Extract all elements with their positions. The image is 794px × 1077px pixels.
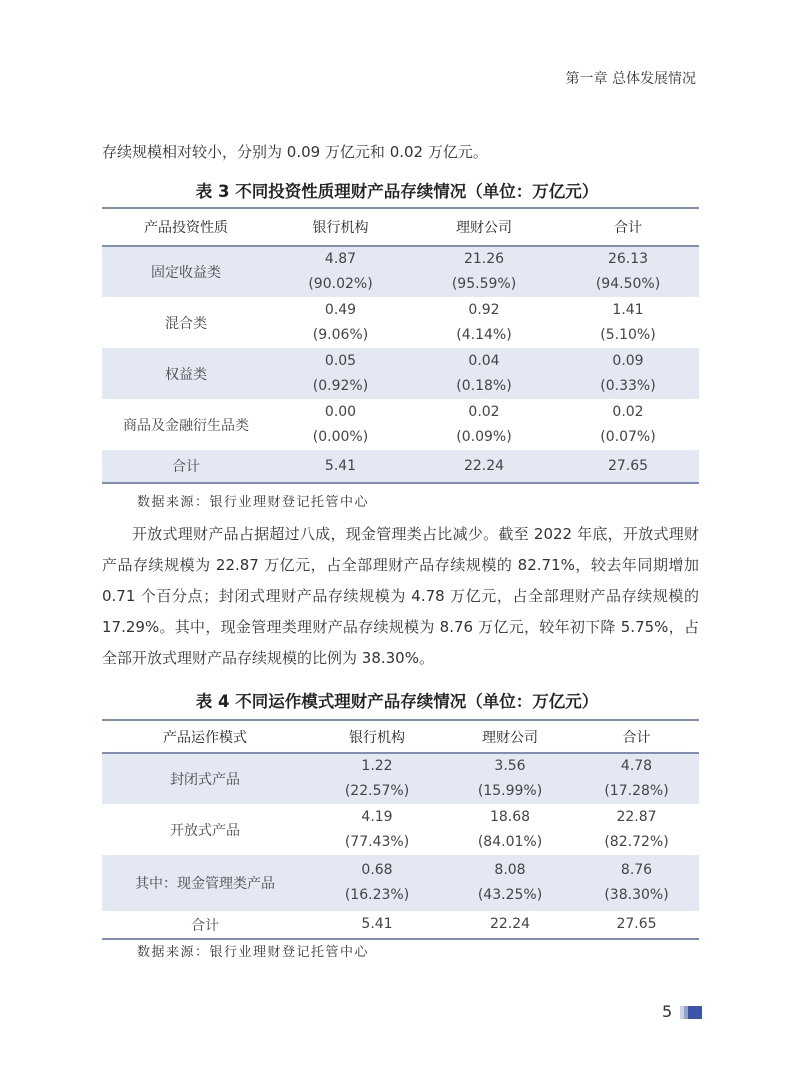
table4-header-cell: 产品运作模式 bbox=[102, 720, 308, 753]
cell-share: (22.57%) bbox=[344, 783, 410, 799]
data-cell bbox=[446, 855, 574, 911]
cell-share: (15.99%) bbox=[477, 783, 543, 799]
cell-value: 4.19 bbox=[361, 808, 393, 825]
cell-value: 5.41 bbox=[361, 916, 393, 932]
cell-share: (95.59%) bbox=[451, 276, 517, 292]
row-label: 其中：现金管理类产品 bbox=[102, 855, 308, 911]
cell-value: 21.26 bbox=[463, 251, 505, 267]
data-cell bbox=[557, 450, 699, 483]
data-cell bbox=[411, 297, 557, 348]
row-label: 开放式产品 bbox=[170, 822, 240, 839]
table-row bbox=[102, 804, 699, 855]
lead-text: 存续规模相对较小，分别为 0.09 万亿元和 0.02 万亿元。 bbox=[102, 143, 488, 161]
data-cell bbox=[308, 753, 446, 804]
table-row bbox=[102, 753, 699, 804]
cell-share: (0.92%) bbox=[312, 377, 369, 394]
data-cell bbox=[308, 911, 446, 939]
cell-value: 3.56 bbox=[494, 758, 526, 774]
cell-share: (17.28%) bbox=[604, 783, 669, 799]
cell-value: 4.78 bbox=[620, 758, 653, 774]
data-cell bbox=[557, 246, 699, 297]
cell-value: 4.87 bbox=[324, 251, 357, 267]
cell-value: 8.76 bbox=[620, 862, 653, 878]
data-cell bbox=[574, 804, 699, 855]
table3-header-cell: 理财公司 bbox=[411, 208, 557, 246]
data-cell bbox=[411, 399, 557, 450]
cell-share: (43.25%) bbox=[477, 887, 543, 903]
cell-value: 1.41 bbox=[612, 301, 644, 318]
cell-share: (38.30%) bbox=[604, 887, 669, 903]
cell-value: 5.41 bbox=[324, 457, 357, 474]
cell-value: 27.65 bbox=[607, 457, 649, 474]
cell-value: 1.22 bbox=[361, 758, 393, 774]
table-row bbox=[102, 450, 699, 483]
data-cell bbox=[446, 911, 574, 939]
table4-source: 数据来源：银行业理财登记托管中心 bbox=[137, 945, 370, 960]
data-cell bbox=[270, 399, 411, 450]
data-cell bbox=[557, 399, 699, 450]
table-row bbox=[102, 911, 699, 939]
table3-title: 表 3 不同投资性质理财产品存续情况（单位：万亿元） bbox=[195, 182, 599, 201]
table4-header-cell: 理财公司 bbox=[446, 720, 574, 753]
chapter-header: 第一章 总体发展情况 bbox=[565, 71, 696, 87]
cell-share: (0.00%) bbox=[312, 428, 369, 445]
data-cell bbox=[411, 246, 557, 297]
row-label: 固定收益类 bbox=[102, 246, 270, 297]
page-mark-icon bbox=[680, 1006, 702, 1019]
cell-share: (82.72%) bbox=[604, 833, 669, 850]
cell-share: (0.07%) bbox=[600, 428, 656, 445]
table-row bbox=[102, 399, 699, 450]
table4-header-cell: 合计 bbox=[574, 720, 699, 753]
data-cell bbox=[411, 348, 557, 399]
cell-share: (5.10%) bbox=[600, 326, 656, 343]
cell-value: 0.00 bbox=[324, 403, 357, 420]
data-cell bbox=[270, 348, 411, 399]
cell-share: (94.50%) bbox=[595, 276, 661, 292]
data-cell bbox=[574, 855, 699, 911]
row-label: 商品及金融衍生品类 bbox=[123, 417, 249, 434]
data-cell bbox=[270, 246, 411, 297]
cell-value: 0.09 bbox=[612, 352, 644, 369]
page-mark-bar bbox=[688, 1006, 702, 1019]
cell-value: 22.24 bbox=[489, 916, 531, 932]
table3-header-cell: 合计 bbox=[557, 208, 699, 246]
row-label: 权益类 bbox=[102, 348, 270, 399]
cell-value: 22.87 bbox=[616, 808, 657, 825]
table4-title: 表 4 不同运作模式理财产品存续情况（单位：万亿元） bbox=[195, 692, 599, 711]
cell-share: (9.06%) bbox=[312, 326, 369, 343]
cell-share: (0.33%) bbox=[600, 377, 656, 394]
data-cell bbox=[557, 297, 699, 348]
data-cell bbox=[411, 450, 557, 483]
data-cell bbox=[270, 297, 411, 348]
cell-share: (0.18%) bbox=[456, 377, 512, 394]
cell-value: 0.02 bbox=[612, 403, 644, 420]
row-label: 混合类 bbox=[165, 315, 207, 332]
cell-value: 0.92 bbox=[468, 301, 500, 318]
table3-header-row bbox=[102, 208, 699, 246]
table-row bbox=[102, 348, 699, 399]
cell-share: (0.09%) bbox=[456, 428, 512, 445]
cell-value: 0.02 bbox=[468, 403, 500, 420]
table3 bbox=[102, 207, 699, 484]
table4 bbox=[102, 719, 699, 940]
cell-share: (16.23%) bbox=[344, 887, 410, 903]
cell-value: 18.68 bbox=[489, 808, 531, 825]
cell-value: 0.05 bbox=[324, 352, 357, 369]
table4-header-row bbox=[102, 720, 699, 753]
cell-value: 0.68 bbox=[361, 862, 393, 878]
data-cell bbox=[308, 855, 446, 911]
data-cell bbox=[574, 911, 699, 939]
data-cell bbox=[446, 804, 574, 855]
row-label: 合计 bbox=[102, 911, 308, 939]
cell-share: (4.14%) bbox=[456, 326, 512, 343]
row-label: 合计 bbox=[102, 450, 270, 483]
cell-value: 22.24 bbox=[463, 457, 505, 474]
cell-value: 8.08 bbox=[494, 862, 526, 878]
table3-header-cell: 银行机构 bbox=[270, 208, 411, 246]
table-row bbox=[102, 297, 699, 348]
cell-value: 0.04 bbox=[468, 352, 500, 369]
body-paragraph: 开放式理财产品占据超过八成，现金管理类占比减少。截至 2022 年底，开放式理财产品存续规模为 22.87 万亿元，占全部理财产品存续规模的 82.71%，较去年同期增加 0.71 个百分点；封闭式理财产品存续规模为 4.78 万亿元，占全部理财产品存续规模的 17.29%。其中，现金管理类理财产品存续规模为 8.76 万亿元，较年初下降 5.75%，占全部开放式理财产品存续规模的比例为 38.30%。 bbox=[102, 525, 699, 667]
page-number: 5 bbox=[662, 1002, 673, 1021]
cell-value: 27.65 bbox=[616, 916, 657, 932]
cell-value: 26.13 bbox=[607, 251, 649, 267]
row-label: 封闭式产品 bbox=[102, 753, 308, 804]
cell-share: (90.02%) bbox=[308, 276, 373, 292]
table4-header-cell: 银行机构 bbox=[308, 720, 446, 753]
data-cell bbox=[557, 348, 699, 399]
table3-source: 数据来源：银行业理财登记托管中心 bbox=[137, 495, 370, 510]
table-row bbox=[102, 246, 699, 297]
data-cell bbox=[574, 753, 699, 804]
data-cell bbox=[308, 804, 446, 855]
data-cell bbox=[446, 753, 574, 804]
cell-share: (84.01%) bbox=[477, 833, 543, 850]
cell-share: (77.43%) bbox=[344, 833, 410, 850]
table-row bbox=[102, 855, 699, 911]
data-cell bbox=[270, 450, 411, 483]
table3-header-cell: 产品投资性质 bbox=[102, 208, 270, 246]
cell-value: 0.49 bbox=[324, 301, 357, 318]
